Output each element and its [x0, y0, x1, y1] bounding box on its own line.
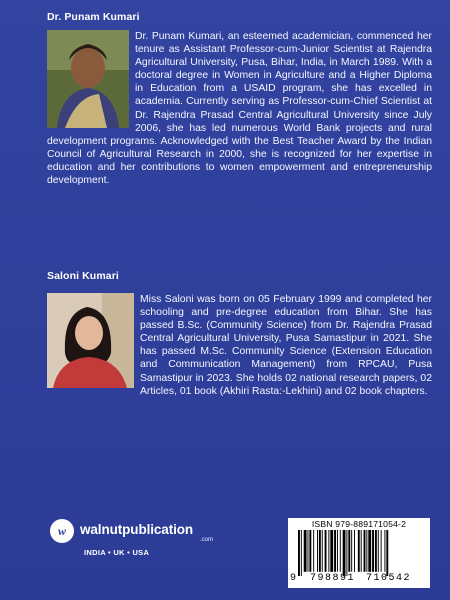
barcode-bar: [298, 530, 300, 576]
barcode-bar: [351, 530, 352, 572]
barcode-bar: [361, 530, 362, 572]
author1-bio: Dr. Punam Kumari, an esteemed academician, commenced her tenure as Assistant Professor-cum-Junior Scientist at Rajendra Agricultural University, Pusa, Bihar, India, in March 1989. With a doctoral degree in Women in Agriculture and a Higher Diploma in Education from a USAID program, she has excelled in academia. Currently serving as Professor-cum-Chief Scientist at Dr. Rajendra Prasad Central Agricultural University since July 2006, she has led numerous World Bank projects and rural development programs. Acknowledged with the Best Teacher Award by the Indian Council of Agricultural Research in 2000, she is recognized for her expertise in education and her contributions to women empowerment and entrepreneurship development.: [47, 31, 432, 187]
barcode-bar: [313, 530, 314, 572]
barcode-bar: [328, 530, 329, 572]
barcode-bar: [301, 530, 302, 576]
author1-name: Dr. Punam Kumari: [47, 11, 140, 23]
publisher-name: walnutpublication: [80, 522, 194, 537]
barcode-bar: [384, 530, 385, 572]
walnut-logo-icon: [50, 519, 74, 543]
author2-photo: [47, 293, 134, 388]
svg-text:w: w: [57, 524, 67, 538]
barcode-bar: [343, 530, 346, 576]
isbn-label: ISBN 979-889171054-2: [311, 519, 407, 529]
barcode-bar: [330, 530, 333, 572]
barcode-bar: [319, 530, 321, 572]
barcode-digit-first: 9: [290, 573, 297, 584]
barcode-bar: [322, 530, 323, 572]
barcode-bar: [372, 530, 374, 572]
barcode-bar: [381, 530, 382, 572]
author1-photo: [47, 30, 129, 128]
barcode-bar: [354, 530, 355, 572]
author2-bio: Miss Saloni was born on 05 February 1999 and completed her schooling and pre-degree education from Bihar. She has passed B.Sc. (Community Science) from Dr. Rajendra Prasad Central Agricultural University, Pusa Samastipur in 2021. She has passed M.Sc. Community Science (Extension Education and Communication Management) from RPCAU, Pusa Samastipur in 2023. She holds 02 national research papers, 02 Articles, 01 book (Akhiri Rasta:-Lekhini) and 02 book chapters.: [140, 294, 432, 397]
barcode-bar: [375, 530, 377, 572]
author2-bio-block: [47, 293, 432, 398]
barcode-bar: [325, 530, 327, 572]
barcode-bar: [340, 530, 341, 572]
barcode-bar: [358, 530, 360, 572]
author2-name: Saloni Kumari: [47, 270, 119, 282]
author1-bio-block: [47, 30, 432, 187]
barcode-bar: [317, 530, 318, 572]
barcode-digits-left: 798891: [310, 573, 356, 584]
barcode-digits-right: 710542: [366, 573, 412, 584]
barcode-bar: [364, 530, 366, 572]
barcode-bar: [346, 530, 347, 576]
publisher-domain: .com: [200, 537, 214, 543]
barcode-bar: [368, 530, 371, 572]
isbn-barcode: [288, 518, 430, 588]
barcode-bar: [337, 530, 338, 572]
barcode-bars: [298, 530, 422, 576]
barcode-bar: [386, 530, 388, 576]
barcode-bar: [334, 530, 336, 572]
barcode-bar: [304, 530, 307, 572]
publisher-regions: INDIA • UK • USA: [84, 548, 150, 557]
barcode-bar: [348, 530, 350, 572]
barcode-bar: [308, 530, 309, 572]
barcode-bar: [378, 530, 379, 572]
barcode-bar: [366, 530, 367, 572]
barcode-bar: [309, 530, 311, 572]
